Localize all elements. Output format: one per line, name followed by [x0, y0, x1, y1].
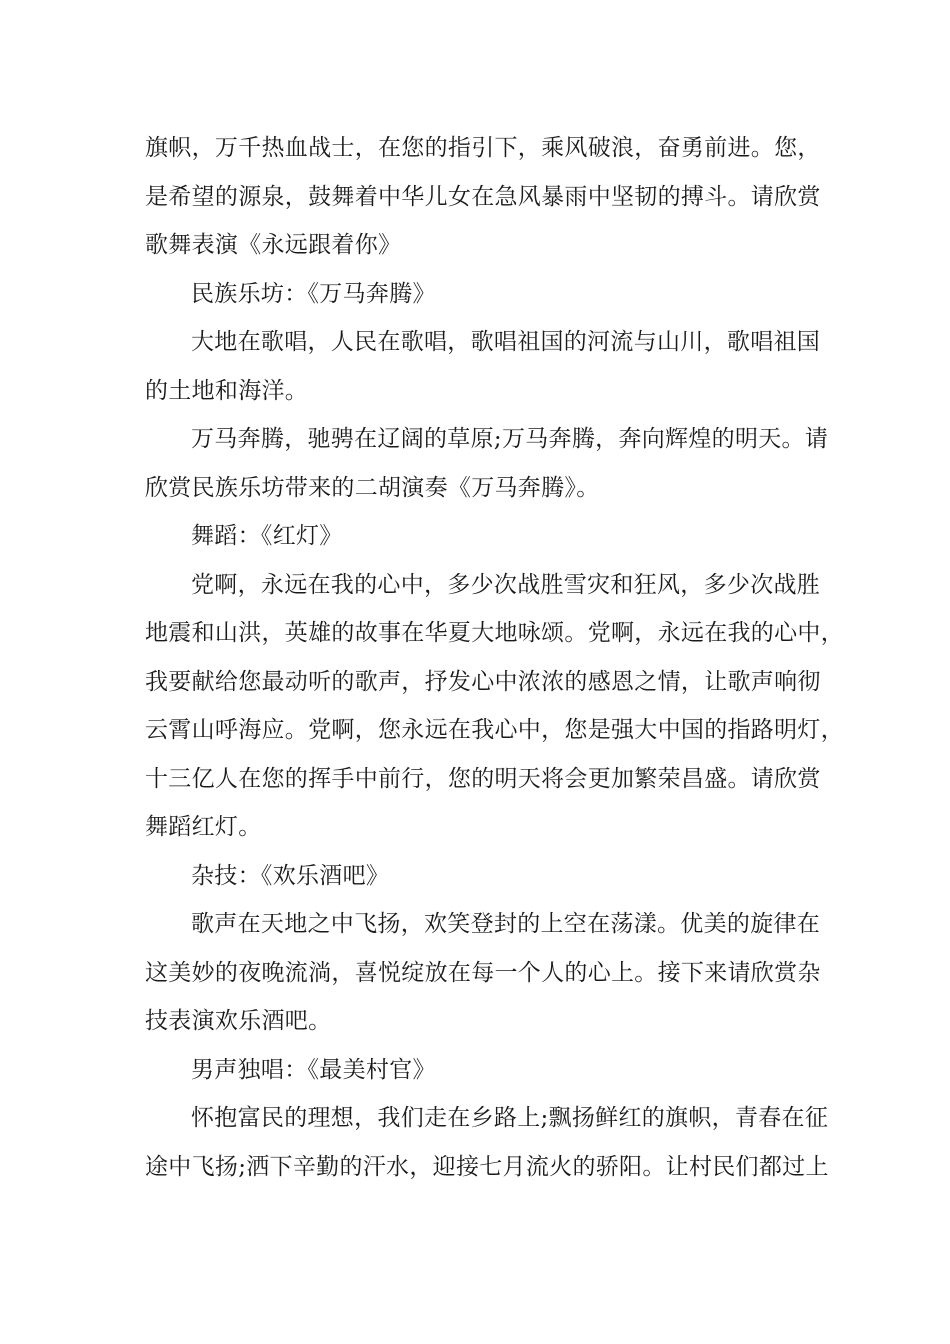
text-line: 十三亿人在您的挥手中前行，您的明天将会更加繁荣昌盛。请欣赏 — [145, 765, 821, 792]
text-line: 途中飞扬;洒下辛勤的汗水，迎接七月流火的骄阳。让村民们都过上 — [145, 1153, 829, 1180]
text-line: 歌声在天地之中飞扬，欢笑登封的上空在荡漾。优美的旋律在 — [191, 911, 821, 937]
section-heading: 舞蹈：《红灯》 — [191, 523, 343, 549]
text-line: 万马奔腾，驰骋在辽阔的草原;万马奔腾，奔向辉煌的明天。请 — [191, 426, 829, 452]
text-line: 旗帜，万千热血战士，在您的指引下，乘风破浪，奋勇前进。您， — [145, 135, 821, 161]
text-line: 舞蹈红灯。 — [145, 814, 262, 840]
text-line: 歌舞表演《永远跟着你》 — [145, 232, 402, 258]
text-line: 的土地和海洋。 — [145, 377, 309, 404]
text-line: 这美妙的夜晚流淌，喜悦绽放在每一个人的心上。接下来请欣赏杂 — [145, 959, 821, 986]
section-heading: 杂技：《欢乐酒吧》 — [191, 862, 390, 889]
text-line: 地震和山洪，英雄的故事在华夏大地咏颂。党啊，永远在我的心中， — [145, 620, 844, 646]
section-heading: 民族乐坊：《万马奔腾》 — [191, 280, 436, 307]
text-line: 党啊，永远在我的心中，多少次战胜雪灾和狂风，多少次战胜 — [191, 571, 821, 598]
text-line: 大地在歌唱，人民在歌唱，歌唱祖国的河流与山川，歌唱祖国 — [191, 329, 821, 355]
text-line: 怀抱富民的理想，我们走在乡路上;飘扬鲜红的旗帜，青春在征 — [191, 1105, 829, 1131]
text-line: 欣赏民族乐坊带来的二胡演奏《万马奔腾》。 — [145, 474, 600, 501]
document-body — [145, 124, 844, 1191]
text-line: 技表演欢乐酒吧。 — [145, 1008, 332, 1034]
text-line: 云霄山呼海应。党啊，您永远在我心中，您是强大中国的指路明灯， — [145, 717, 844, 743]
text-line: 我要献给您最动听的歌声，抒发心中浓浓的感恩之情，让歌声响彻 — [145, 668, 821, 695]
section-heading: 男声独唱：《最美村官》 — [191, 1056, 436, 1083]
text-line: 是希望的源泉，鼓舞着中华儿女在急风暴雨中坚韧的搏斗。请欣赏 — [145, 183, 821, 210]
